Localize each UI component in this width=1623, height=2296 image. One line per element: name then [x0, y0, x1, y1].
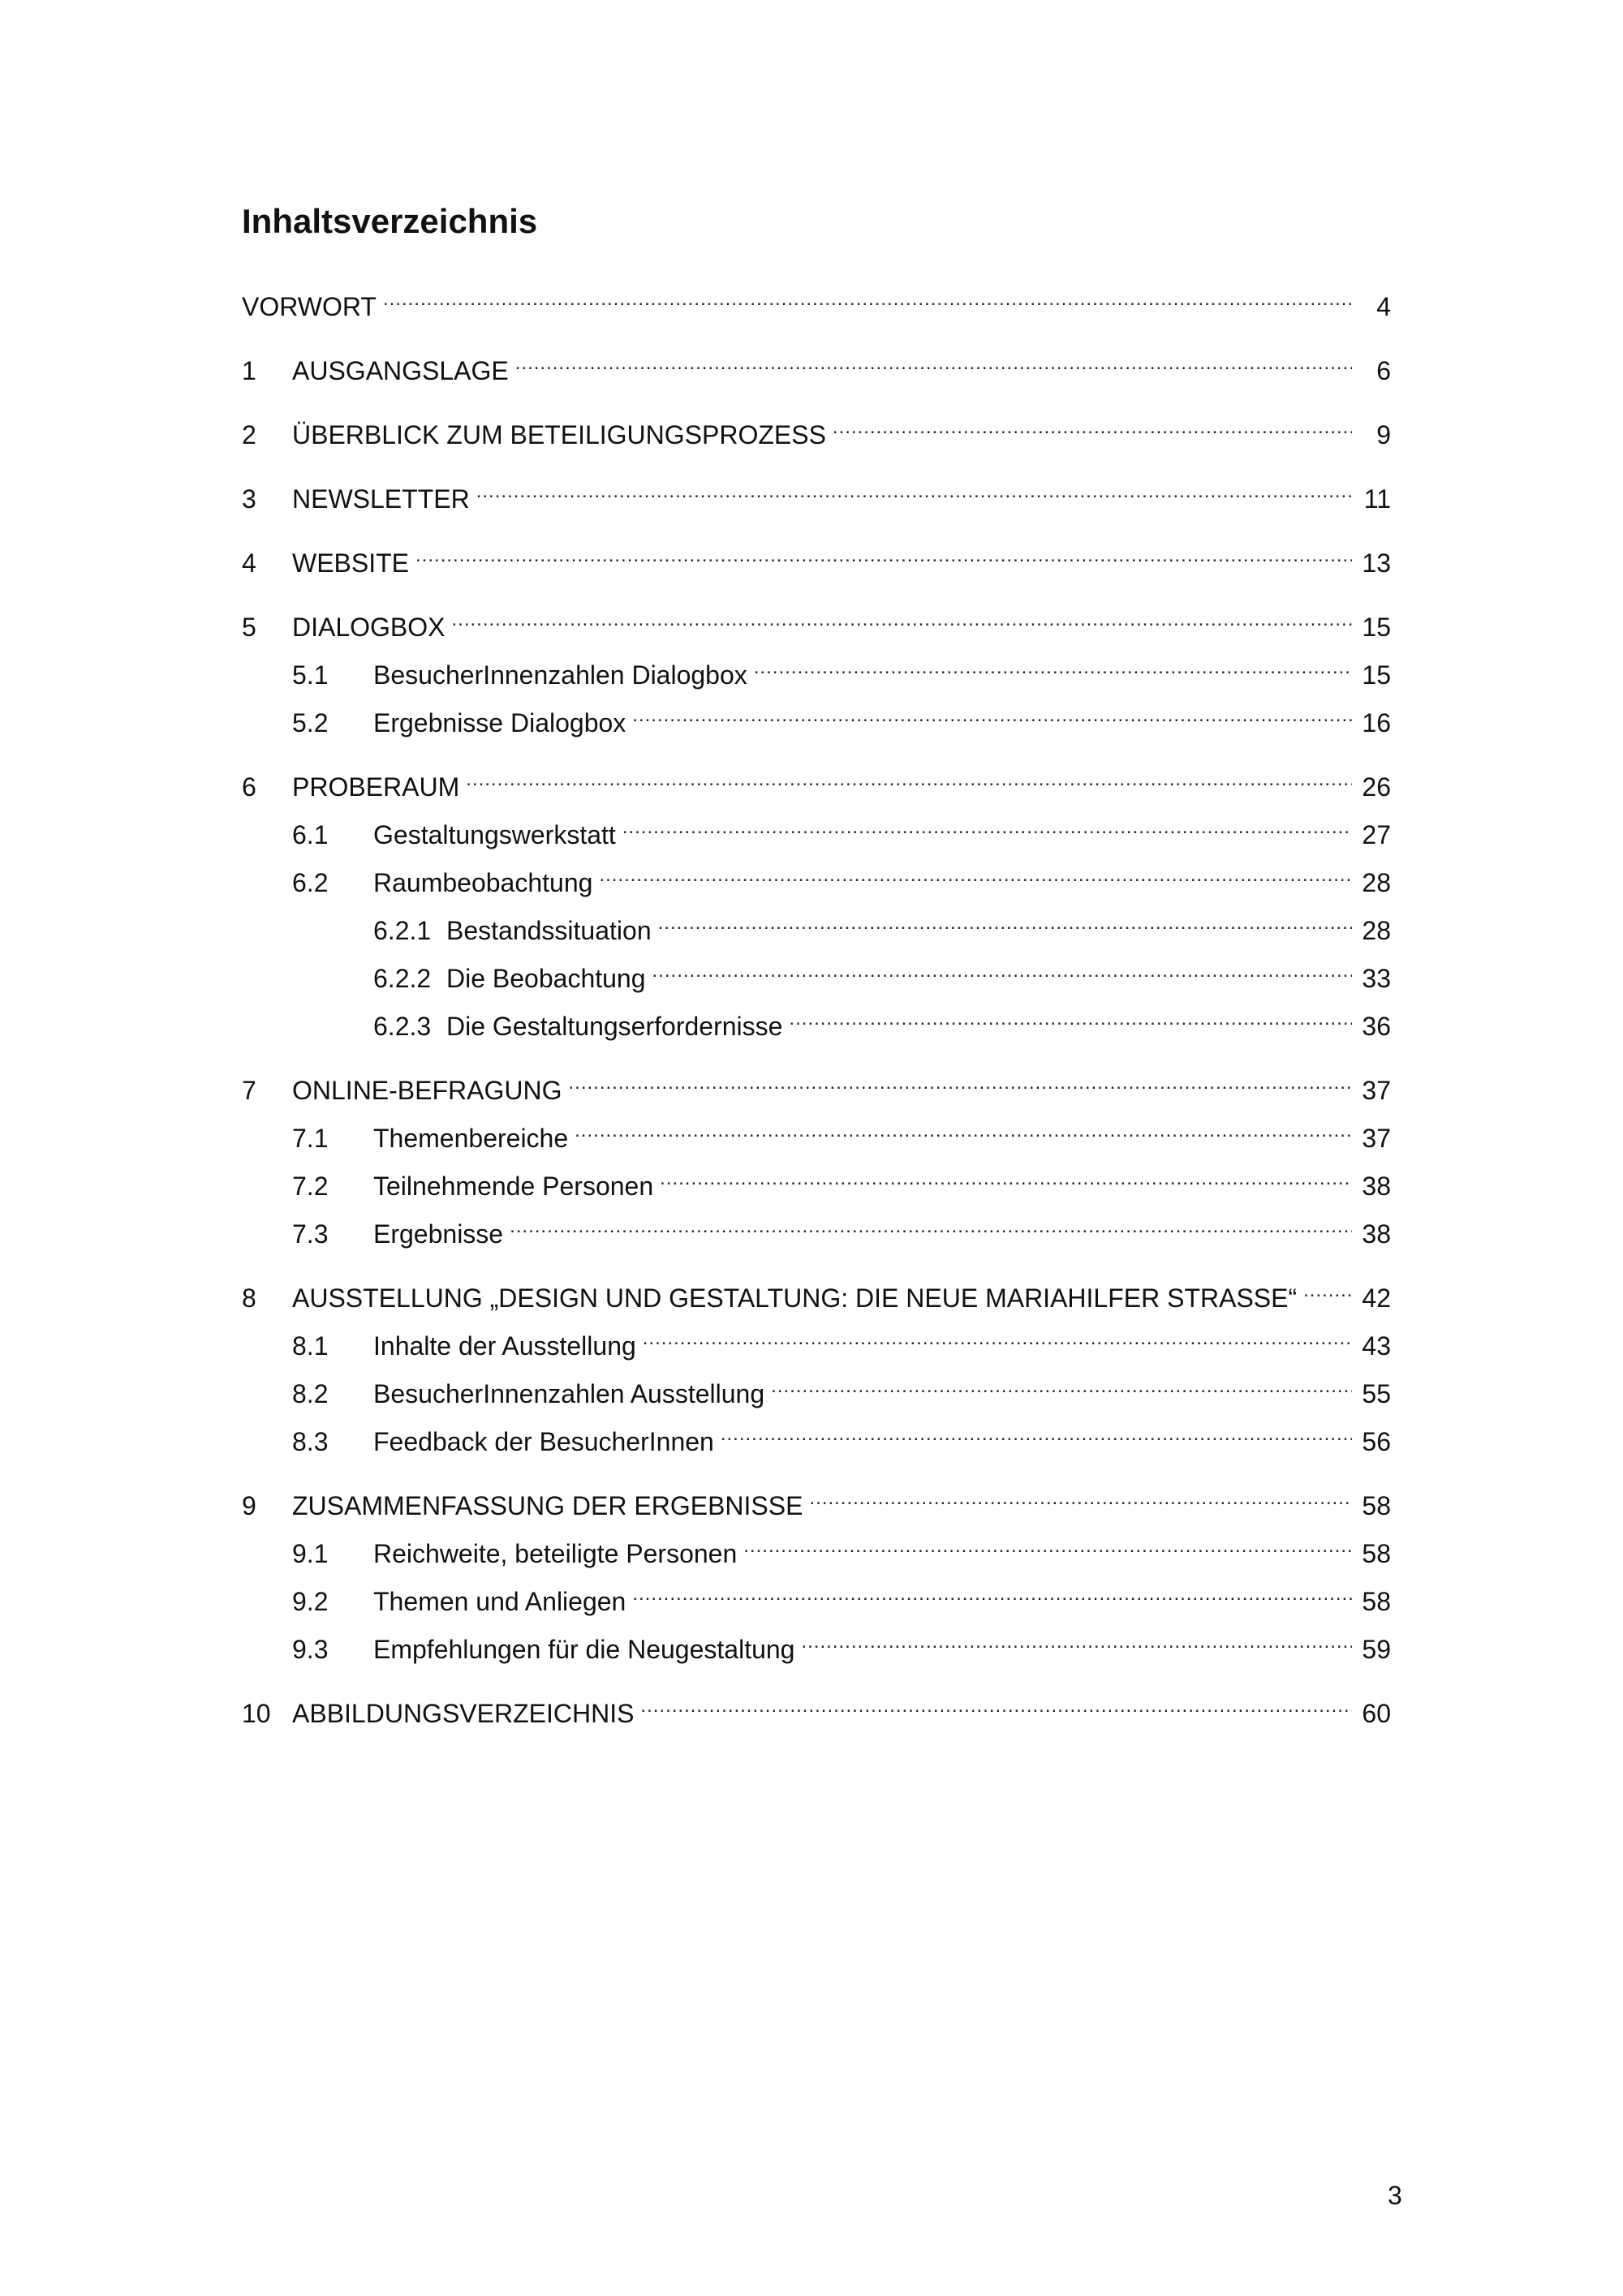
toc-entry-number: 7.1	[292, 1124, 329, 1153]
toc-dot-leader	[809, 1479, 1352, 1515]
toc-dot-leader	[466, 760, 1352, 796]
toc-entry-number: 5	[242, 613, 256, 642]
toc-entry-page: 59	[1362, 1635, 1391, 1664]
toc-entry-5[interactable]	[242, 600, 1391, 642]
toc-entry-page: 28	[1362, 868, 1391, 897]
toc-entry-page: 4	[1376, 292, 1391, 321]
toc-dot-leader	[415, 536, 1352, 572]
toc-entry-number: 7	[242, 1076, 256, 1105]
toc-entry-page: 38	[1362, 1219, 1391, 1249]
toc-entry-title: BesucherInnenzahlen Dialogbox	[373, 660, 747, 690]
toc-dot-leader	[789, 1000, 1352, 1035]
toc-entry-number: 8.1	[292, 1331, 329, 1361]
toc-dot-leader	[643, 1319, 1352, 1355]
toc-entry-vorwort[interactable]	[242, 280, 1391, 321]
toc-dot-leader	[622, 808, 1352, 844]
toc-entry-title: WEBSITE	[292, 548, 410, 578]
toc-dot-leader	[383, 280, 1352, 316]
toc-entry-title: Die Gestaltungserfordernisse	[446, 1012, 783, 1041]
toc-dot-leader	[568, 1064, 1352, 1099]
toc-dot-leader	[754, 648, 1352, 684]
toc-entry-page: 42	[1362, 1283, 1391, 1313]
toc-entry-page: 13	[1362, 548, 1391, 578]
toc-entry-7-2[interactable]	[292, 1159, 1391, 1201]
toc-entry-10[interactable]	[242, 1687, 1391, 1728]
toc-entry-number: 4	[242, 548, 256, 578]
toc-dot-leader	[510, 1207, 1352, 1243]
toc-entry-page: 28	[1362, 916, 1391, 945]
toc-entry-6-2-1[interactable]	[373, 904, 1391, 945]
toc-entry-1[interactable]	[242, 344, 1391, 385]
page-number: 3	[1388, 2181, 1402, 2210]
toc-entry-number: 5.2	[292, 708, 329, 737]
toc-dot-leader	[575, 1111, 1352, 1147]
toc-entry-7-3[interactable]	[292, 1207, 1391, 1249]
toc-dot-leader	[658, 904, 1352, 939]
toc-entry-number: 5.1	[292, 660, 329, 690]
toc-entry-title: ONLINE-BEFRAGUNG	[292, 1076, 562, 1105]
toc-dot-leader	[599, 856, 1352, 892]
toc-entry-page: 58	[1362, 1587, 1391, 1616]
toc-entry-6-2[interactable]	[292, 856, 1391, 897]
toc-entry-page: 43	[1362, 1331, 1391, 1361]
toc-entry-page: 26	[1362, 772, 1391, 802]
toc-entry-number: 3	[242, 484, 256, 514]
toc-entry-8-1[interactable]	[292, 1319, 1391, 1361]
toc-entry-title: VORWORT	[242, 292, 377, 321]
toc-dot-leader	[801, 1623, 1352, 1658]
toc-entry-page: 33	[1362, 964, 1391, 993]
toc-entry-3[interactable]	[242, 472, 1391, 514]
toc-dot-leader	[721, 1415, 1352, 1451]
toc-entry-title: BesucherInnenzahlen Ausstellung	[373, 1379, 765, 1408]
toc-entry-title: ÜBERBLICK ZUM BETEILIGUNGSPROZESS	[292, 420, 826, 449]
toc-dot-leader	[632, 696, 1352, 732]
toc-entry-number: 10	[242, 1699, 271, 1728]
toc-entry-6[interactable]	[242, 760, 1391, 802]
toc-dot-leader	[515, 344, 1352, 380]
toc-entry-page: 27	[1362, 820, 1391, 849]
toc-entry-6-1[interactable]	[292, 808, 1391, 849]
toc-entry-8-3[interactable]	[292, 1415, 1391, 1456]
toc-entry-number: 7.2	[292, 1172, 329, 1201]
toc-entry-page: 16	[1362, 708, 1391, 737]
toc-entry-5-1[interactable]	[292, 648, 1391, 690]
toc-entry-title: Die Beobachtung	[446, 964, 646, 993]
toc-entry-number: 7.3	[292, 1219, 329, 1249]
toc-entry-number: 8	[242, 1283, 256, 1313]
toc-entry-page: 37	[1362, 1076, 1391, 1105]
toc-dot-leader	[660, 1159, 1352, 1195]
toc-entry-title: Gestaltungswerkstatt	[373, 820, 616, 849]
toc-entry-title: ZUSAMMENFASSUNG DER ERGEBNISSE	[292, 1491, 803, 1520]
toc-entry-9[interactable]	[242, 1479, 1391, 1520]
toc-entry-number: 6.2.2	[373, 964, 432, 993]
toc-entry-6-2-2[interactable]	[373, 952, 1391, 993]
page-title: Inhaltsverzeichnis	[242, 202, 538, 240]
toc-dot-leader	[1303, 1271, 1352, 1307]
toc-entry-number: 8.2	[292, 1379, 329, 1408]
toc-entry-number: 9.1	[292, 1539, 329, 1568]
toc-entry-title: Inhalte der Ausstellung	[373, 1331, 636, 1361]
toc-entry-page: 9	[1376, 420, 1391, 449]
toc-entry-title: Empfehlungen für die Neugestaltung	[373, 1635, 795, 1664]
toc-entry-page: 58	[1362, 1491, 1391, 1520]
toc-entry-5-2[interactable]	[292, 696, 1391, 737]
toc-entry-number: 6.2	[292, 868, 329, 897]
toc-entry-title: Themen und Anliegen	[373, 1587, 626, 1616]
toc-entry-number: 2	[242, 420, 256, 449]
toc-entry-9-3[interactable]	[292, 1623, 1391, 1664]
toc-entry-title: Ergebnisse Dialogbox	[373, 708, 626, 737]
toc-entry-page: 55	[1362, 1379, 1391, 1408]
toc-entry-title: AUSGANGSLAGE	[292, 356, 509, 385]
toc-entry-number: 6.1	[292, 820, 329, 849]
toc-dot-leader	[632, 1575, 1352, 1610]
toc-entry-page: 6	[1376, 356, 1391, 385]
toc-entry-9-2[interactable]	[292, 1575, 1391, 1616]
toc-entry-title: Bestandssituation	[446, 916, 652, 945]
toc-entry-2[interactable]	[242, 408, 1391, 449]
toc-entry-title: Themenbereiche	[373, 1124, 569, 1153]
toc-dot-leader	[833, 408, 1352, 444]
toc-entry-title: ABBILDUNGSVERZEICHNIS	[292, 1699, 635, 1728]
toc-dot-leader	[452, 600, 1353, 636]
toc-entry-6-2-3[interactable]	[373, 1000, 1391, 1041]
toc-entry-title: Teilnehmende Personen	[373, 1172, 654, 1201]
toc-entry-page: 38	[1362, 1172, 1391, 1201]
toc-dot-leader	[476, 472, 1352, 508]
toc-entry-number: 9.2	[292, 1587, 329, 1616]
toc-entry-page: 36	[1362, 1012, 1391, 1041]
toc-entry-title: Feedback der BesucherInnen	[373, 1427, 714, 1456]
toc-entry-page: 15	[1362, 660, 1391, 690]
toc-entry-4[interactable]	[242, 536, 1391, 578]
toc-entry-title: PROBERAUM	[292, 772, 460, 802]
toc-entry-number: 1	[242, 356, 256, 385]
toc-entry-title: Raumbeobachtung	[373, 868, 593, 897]
toc-entry-page: 60	[1362, 1699, 1391, 1728]
toc-entry-title: Reichweite, beteiligte Personen	[373, 1539, 738, 1568]
toc-entry-page: 15	[1362, 613, 1391, 642]
toc-dot-leader	[743, 1527, 1352, 1563]
toc-entry-number: 6.2.1	[373, 916, 432, 945]
toc-entry-page: 11	[1363, 484, 1391, 514]
toc-entry-9-1[interactable]	[292, 1527, 1391, 1568]
toc-entry-number: 9	[242, 1491, 256, 1520]
toc-entry-title: Ergebnisse	[373, 1219, 504, 1249]
toc-dot-leader	[652, 952, 1352, 987]
toc-dot-leader	[640, 1687, 1352, 1722]
toc-entry-page: 58	[1362, 1539, 1391, 1568]
toc-entry-title: AUSSTELLUNG „DESIGN UND GESTALTUNG: DIE NEUE MARIAHILFER STRASSE“	[292, 1283, 1298, 1313]
toc-entry-7-1[interactable]	[292, 1111, 1391, 1153]
toc-entry-title: NEWSLETTER	[292, 484, 470, 514]
toc-entry-number: 6.2.3	[373, 1012, 432, 1041]
toc-entry-title: DIALOGBOX	[292, 613, 446, 642]
toc-entry-8[interactable]	[242, 1271, 1391, 1313]
toc-entry-page: 56	[1362, 1427, 1391, 1456]
toc-entry-page: 37	[1362, 1124, 1391, 1153]
toc-entry-number: 8.3	[292, 1427, 329, 1456]
toc-entry-number: 6	[242, 772, 256, 802]
toc-entry-8-2[interactable]	[292, 1367, 1391, 1408]
toc-entry-number: 9.3	[292, 1635, 329, 1664]
toc-entry-7[interactable]	[242, 1064, 1391, 1105]
toc-dot-leader	[771, 1367, 1352, 1403]
